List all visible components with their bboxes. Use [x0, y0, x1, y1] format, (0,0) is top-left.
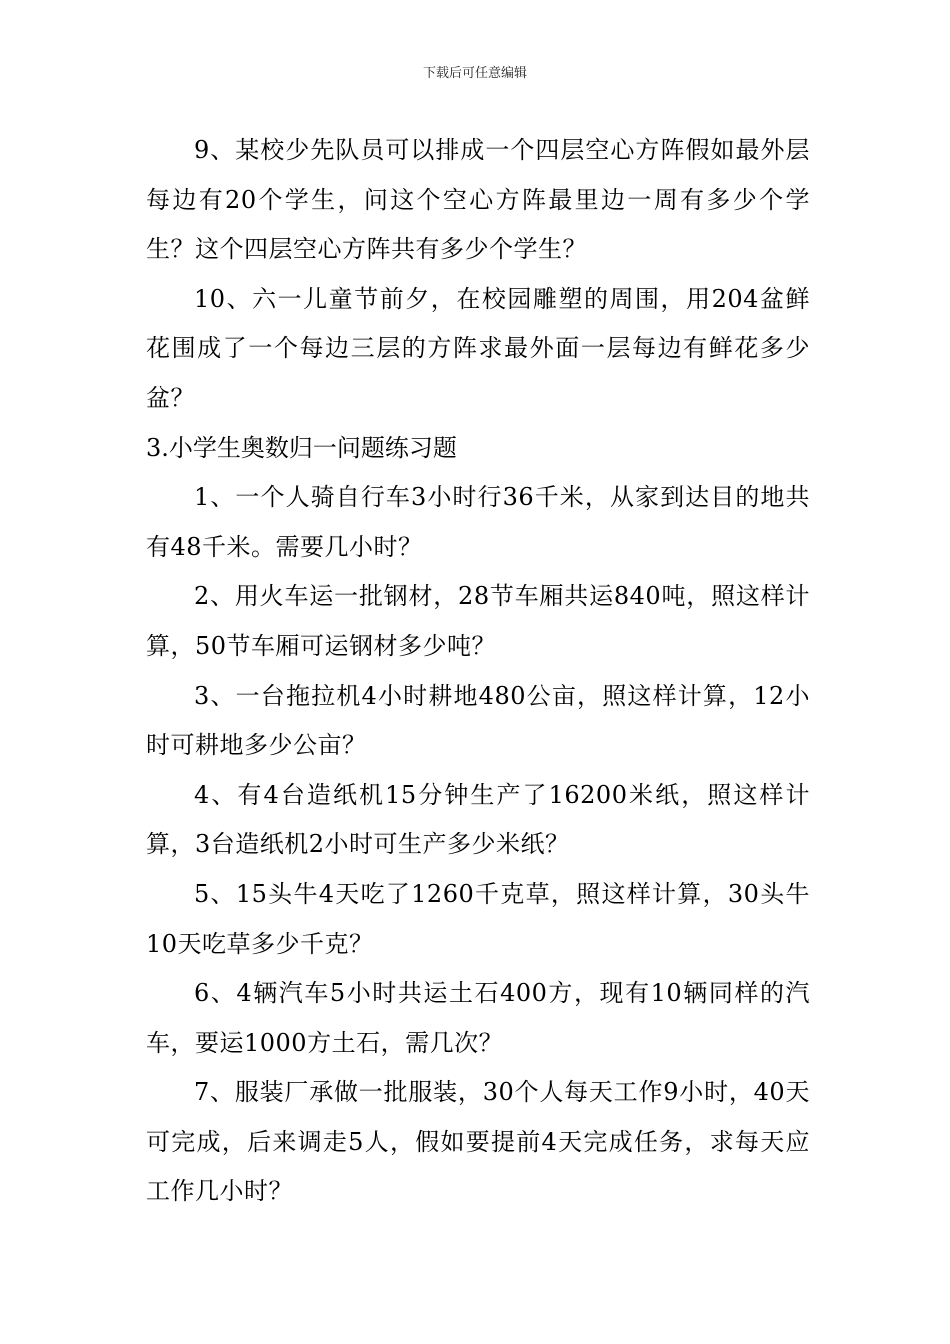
problem-2: 2、用火车运一批钢材，28节车厢共运840吨，照这样计算，50节车厢可运钢材多少吨？ — [146, 582, 810, 660]
problem-1: 1、一个人骑自行车3小时行36千米，从家到达目的地共有48千米。需要几小时？ — [146, 483, 810, 561]
problem-7: 7、服装厂承做一批服装，30个人每天工作9小时，40天可完成，后来调走5人，假如要提前4天完成任务，求每天应工作几小时？ — [146, 1078, 810, 1206]
section-title: 3.小学生奥数归一问题练习题 — [146, 433, 457, 462]
problem-5: 5、15头牛4天吃了1260千克草，照这样计算，30头牛10天吃草多少千克？ — [146, 879, 810, 958]
problem-3: 3、一台拖拉机4小时耕地480公亩，照这样计算，12小时可耕地多少公亩？ — [146, 681, 810, 760]
problem-6: 6、4辆汽车5小时共运土石400方，现有10辆同样的汽车，要运1000方土石，需几次？ — [146, 979, 810, 1057]
problem-4: 4、有4台造纸机15分钟生产了16200米纸，照这样计算，3台造纸机2小时可生产多少米纸？ — [146, 780, 810, 859]
page-header: 下载后可任意编辑 — [422, 66, 527, 81]
paragraph-problem-10: 10、六一儿童节前夕，在校园雕塑的周围，用204盆鲜花围成了一个每边三层的方阵求最外面一层每边有鲜花多少盆？ — [146, 284, 810, 412]
document-body — [146, 126, 810, 1217]
paragraph-problem-9: 9、某校少先队员可以排成一个四层空心方阵假如最外层每边有20个学生，问这个空心方阵最里边一周有多少个学生？这个四层空心方阵共有多少个学生？ — [146, 136, 810, 264]
